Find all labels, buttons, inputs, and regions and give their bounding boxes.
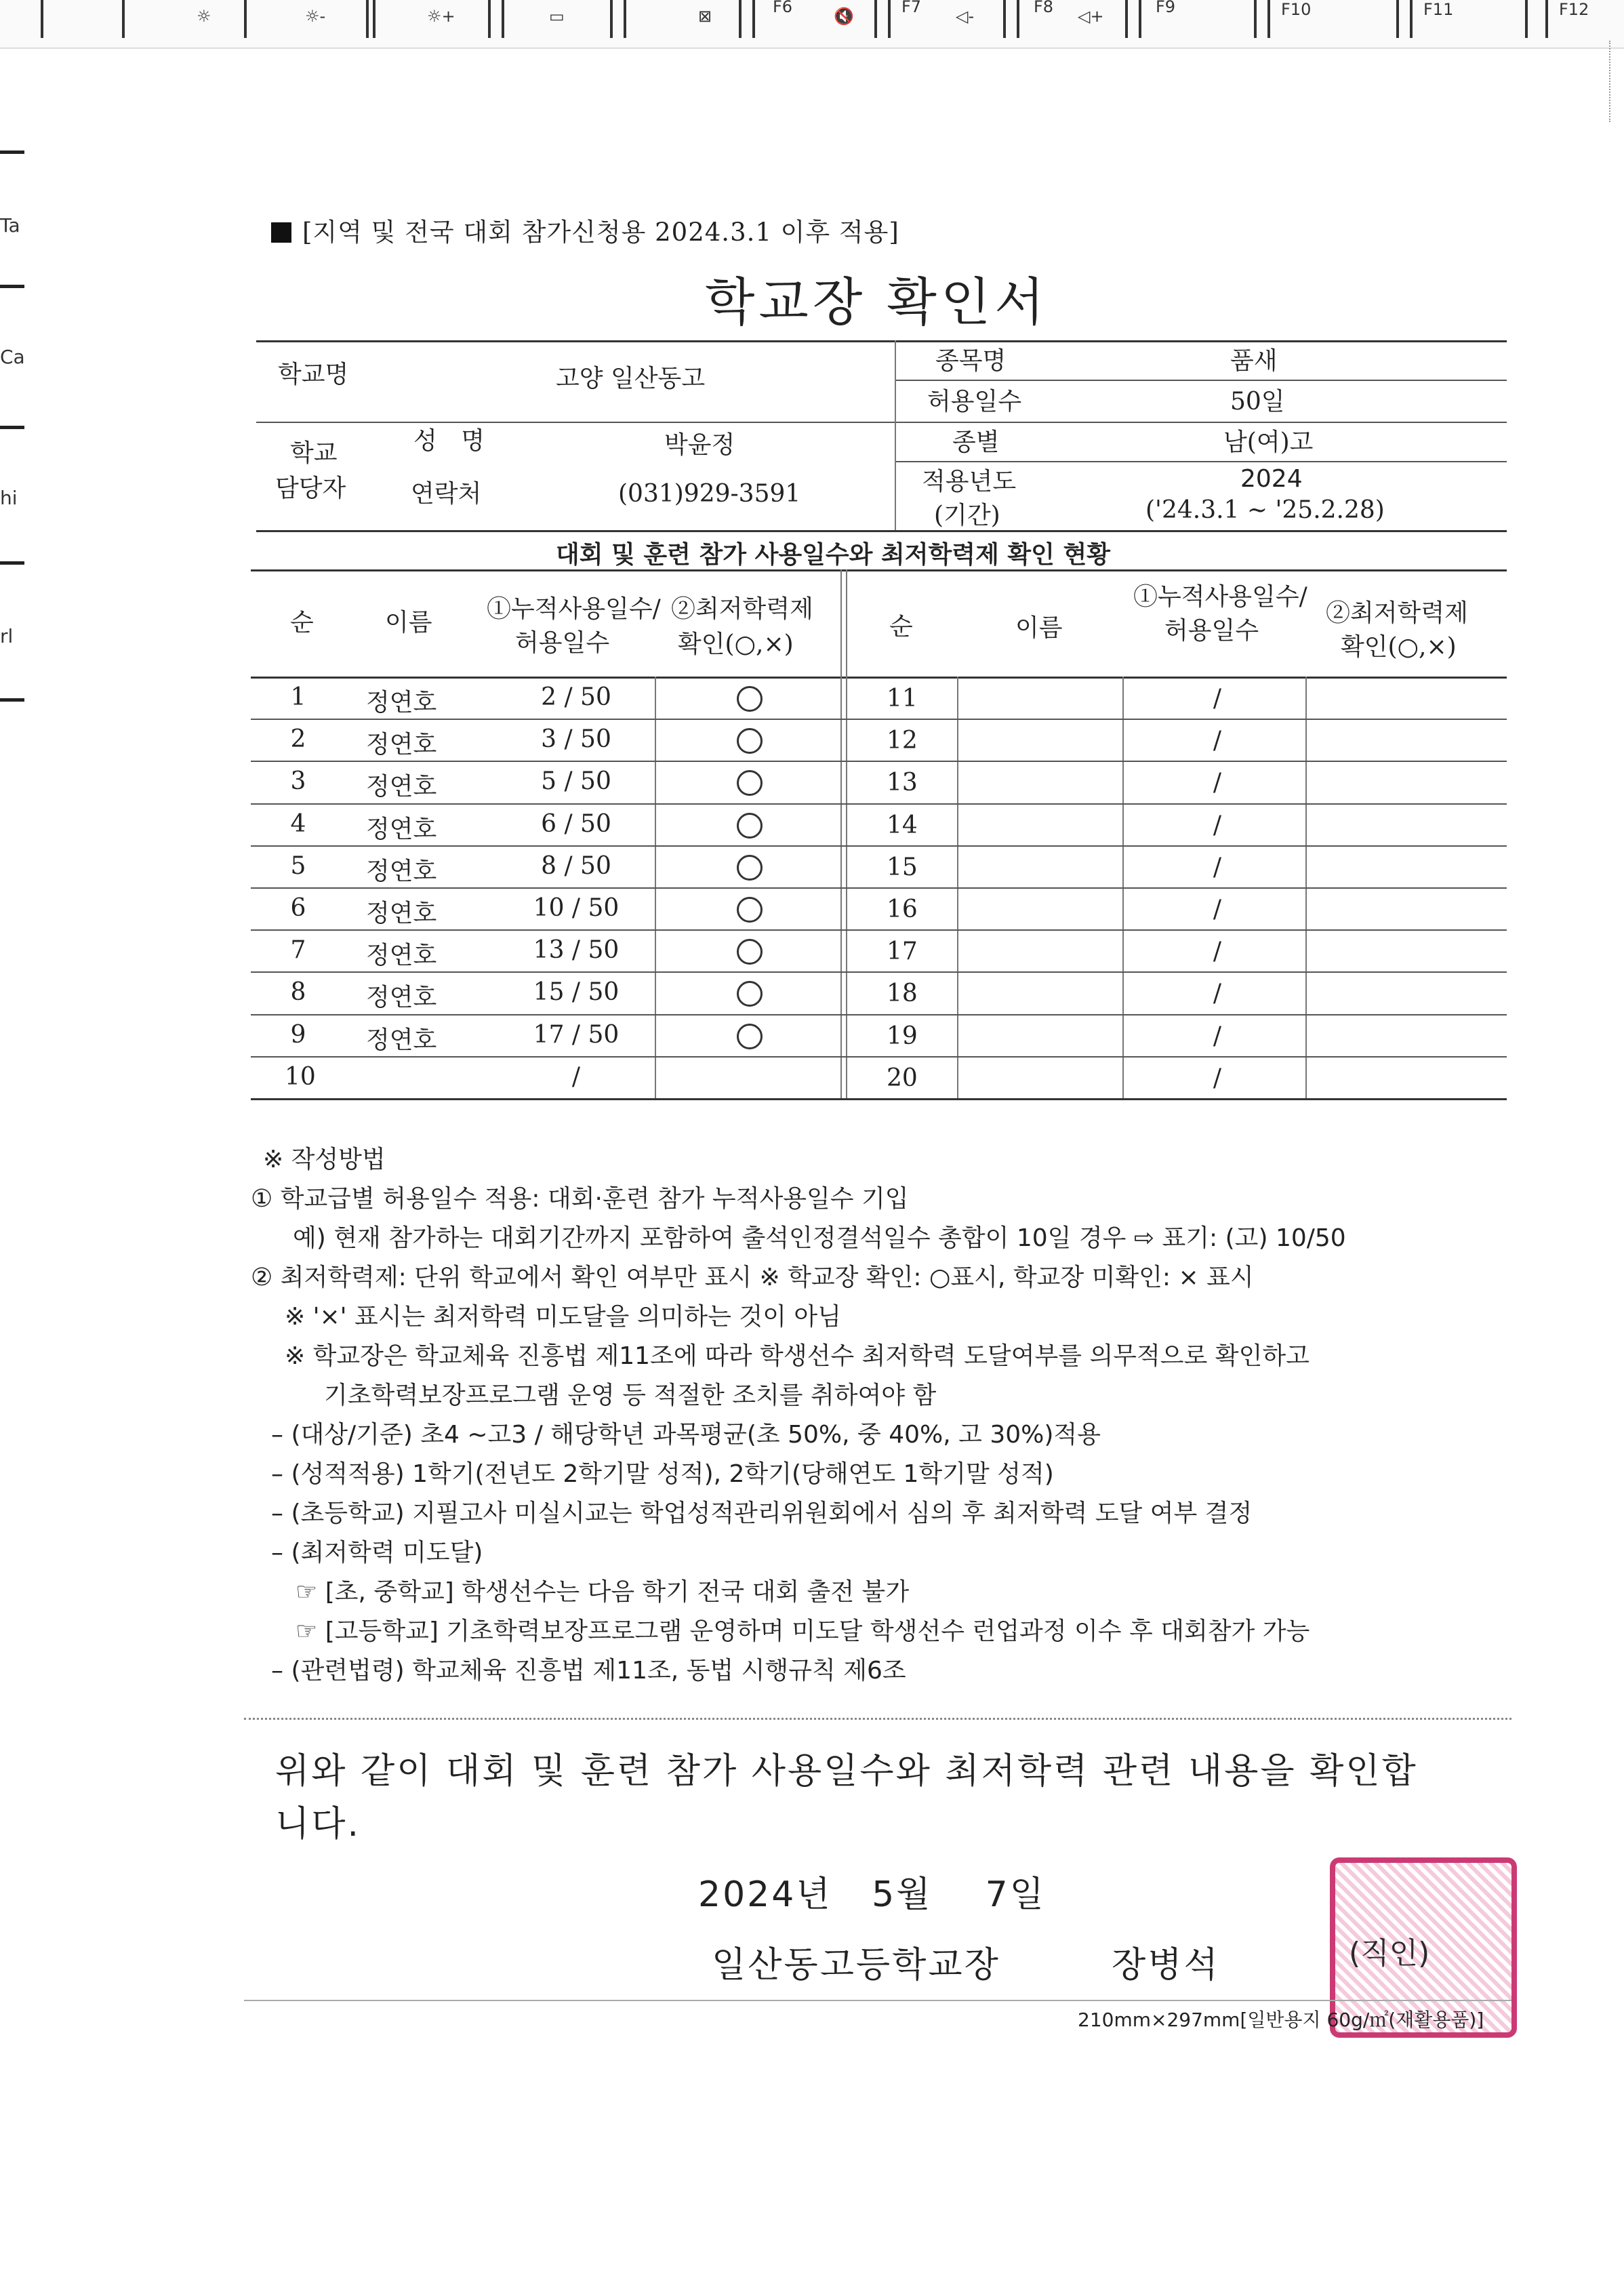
paper-spec: 210mm×297mm[일반용지 60g/㎡(재활용품)] bbox=[1078, 2009, 1484, 2031]
header-days-left-2: 허용일수 bbox=[515, 629, 610, 657]
row-days: 15 / 50 bbox=[533, 978, 620, 1007]
row-no: 13 bbox=[887, 769, 918, 797]
event-value: 품새 bbox=[1230, 347, 1278, 375]
row-name: 정연호 bbox=[366, 689, 437, 717]
instruction-line: – (관련법령) 학교체육 진흥법 제11조, 동법 시행규칙 제6조 bbox=[271, 1657, 906, 1685]
row-divider bbox=[251, 971, 1507, 973]
row-divider bbox=[251, 803, 1507, 805]
header-min-left-2: 확인(○,×) bbox=[678, 630, 794, 658]
row-no: 20 bbox=[887, 1064, 918, 1092]
row-days: 5 / 50 bbox=[541, 767, 611, 796]
check-circle-icon bbox=[737, 770, 763, 796]
edge-label: Ca bbox=[0, 346, 25, 368]
check-circle-icon bbox=[737, 1024, 763, 1049]
instruction-line: 예) 현재 참가하는 대회기간까지 포함하여 출석인정결석일수 총합이 10일 경우 ⇨ 표기: (고) 10/50 bbox=[293, 1224, 1346, 1252]
row-no: 6 bbox=[290, 894, 306, 922]
row-no: 7 bbox=[290, 936, 306, 965]
instruction-line: ※ 학교장은 학교체육 진흥법 제11조에 따라 학생선수 최저학력 도달여부를 의무적으로 확인하고 bbox=[285, 1342, 1310, 1370]
row-days: 13 / 50 bbox=[533, 936, 620, 965]
year-label: 적용년도 bbox=[922, 468, 1017, 496]
check-circle-icon bbox=[737, 897, 763, 923]
row-days: / bbox=[571, 1062, 581, 1091]
instruction-line: ※ '×' 표시는 최저학력 미도달을 의미하는 것이 아님 bbox=[285, 1303, 841, 1331]
row-name: 정연호 bbox=[366, 942, 437, 970]
instruction-line: ☞ [고등학교] 기초학력보장프로그램 운영하며 미도달 학생선수 런업과정 이수 후 대회참가 가능 bbox=[296, 1617, 1310, 1645]
edge-dash bbox=[0, 698, 24, 702]
principal-name: 장병석 bbox=[1112, 1945, 1220, 1986]
row-no: 10 bbox=[285, 1062, 316, 1091]
contact-value: (031)929-3591 bbox=[618, 480, 801, 508]
instruction-line: ☞ [초, 중학교] 학생선수는 다음 학기 전국 대회 출전 불가 bbox=[296, 1578, 910, 1606]
row-no: 9 bbox=[290, 1020, 306, 1049]
edge-label: Ta bbox=[0, 214, 20, 237]
row-no: 1 bbox=[290, 683, 306, 711]
row-no: 16 bbox=[887, 896, 918, 923]
row-days: / bbox=[1213, 811, 1222, 839]
header-name-left: 이름 bbox=[385, 609, 432, 637]
form-category-text: [지역 및 전국 대회 참가신청용 2024.3.1 이후 적용] bbox=[302, 218, 899, 247]
instruction-line: – (최저학력 미도달) bbox=[271, 1539, 483, 1567]
row-days: 6 / 50 bbox=[541, 809, 611, 838]
header-min-right-1: ②최저학력제 bbox=[1326, 599, 1468, 627]
row-no: 2 bbox=[290, 725, 306, 754]
school-label: 학교명 bbox=[278, 361, 349, 388]
header-name-right: 이름 bbox=[1015, 614, 1063, 642]
document-title: 학교장 확인서 bbox=[705, 272, 1049, 332]
instruction-line: – (성적적용) 1학기(전년도 2학기말 성적), 2학기(당해연도 1학기말 성적) bbox=[271, 1460, 1054, 1488]
manager-label-2: 담당자 bbox=[275, 475, 346, 502]
row-days: 17 / 50 bbox=[533, 1020, 620, 1049]
row-no: 17 bbox=[887, 938, 918, 966]
check-circle-icon bbox=[737, 981, 763, 1007]
row-no: 12 bbox=[887, 727, 918, 755]
row-days: 10 / 50 bbox=[533, 894, 620, 922]
keyboard-strip: ☼ ☼- ☼+ ▭ ⊠ F6 🔇 F7 ◁- F8 ◁+ F9 F10 F11 F12 bbox=[0, 0, 1624, 49]
row-days: 8 / 50 bbox=[541, 851, 611, 880]
row-name: 정연호 bbox=[366, 900, 437, 927]
manager-label-1: 학교 bbox=[290, 439, 338, 467]
check-circle-icon bbox=[737, 728, 763, 754]
check-circle-icon bbox=[737, 813, 763, 839]
instruction-line: – (대상/기준) 초4 ~고3 / 해당학년 과목평균(초 50%, 중 40%, 고 30%)적용 bbox=[271, 1421, 1101, 1449]
row-days: / bbox=[1213, 1064, 1222, 1092]
divider bbox=[244, 1718, 1511, 1720]
row-no: 18 bbox=[887, 980, 918, 1008]
allowed-days-value: 50일 bbox=[1230, 388, 1285, 416]
year-period: ('24.3.1 ~ '25.2.28) bbox=[1145, 496, 1385, 524]
header-days-right-1: ①누적사용일수/ bbox=[1133, 583, 1307, 611]
instruction-line: – (초등학교) 지필고사 미실시교는 학업성적관리위원회에서 심의 후 최저학력 도달 여부 결정 bbox=[271, 1500, 1253, 1527]
instruction-line: ※ 작성방법 bbox=[263, 1146, 386, 1173]
row-name: 정연호 bbox=[366, 984, 437, 1012]
row-divider bbox=[251, 719, 1507, 720]
row-name: 정연호 bbox=[366, 731, 437, 759]
event-label: 종목명 bbox=[935, 347, 1007, 375]
edge-dash bbox=[0, 561, 24, 565]
check-circle-icon bbox=[737, 855, 763, 881]
row-name: 정연호 bbox=[366, 857, 437, 885]
row-divider bbox=[251, 845, 1507, 847]
edge-dash bbox=[0, 285, 24, 288]
row-days: / bbox=[1213, 938, 1222, 966]
row-no: 5 bbox=[290, 851, 306, 880]
gender-value: 남(여)고 bbox=[1223, 428, 1314, 456]
contact-label: 연락처 bbox=[411, 480, 482, 508]
row-no: 14 bbox=[887, 811, 918, 839]
check-circle-icon bbox=[737, 939, 763, 965]
header-no-right: 순 bbox=[889, 613, 913, 641]
row-days: / bbox=[1213, 685, 1222, 712]
allowed-days-label: 허용일수 bbox=[927, 388, 1022, 416]
instruction-line: 기초학력보장프로그램 운영 등 적절한 조치를 취하여야 함 bbox=[324, 1382, 937, 1409]
edge-label: hi bbox=[0, 487, 18, 509]
edge-dash bbox=[0, 426, 24, 429]
row-divider bbox=[251, 761, 1507, 762]
row-divider bbox=[251, 887, 1507, 889]
row-days: / bbox=[1213, 1022, 1222, 1050]
row-no: 19 bbox=[887, 1022, 918, 1050]
square-bullet-icon bbox=[271, 222, 291, 243]
row-divider bbox=[251, 1056, 1507, 1058]
row-days: / bbox=[1213, 980, 1222, 1008]
instruction-line: ② 최저학력제: 단위 학교에서 확인 여부만 표시 ※ 학교장 확인: ○표시, 학교장 미확인: × 표시 bbox=[251, 1264, 1254, 1291]
school-value: 고양 일산동고 bbox=[556, 365, 706, 393]
year-value: 2024 bbox=[1240, 465, 1303, 493]
header-days-right-2: 허용일수 bbox=[1164, 617, 1259, 645]
row-days: / bbox=[1213, 853, 1222, 881]
row-days: / bbox=[1213, 727, 1222, 755]
confirmation-date: 2024년 5월 7일 bbox=[698, 1874, 1046, 1915]
row-no: 15 bbox=[887, 853, 918, 881]
status-subtitle: 대회 및 훈련 참가 사용일수와 최저학력제 확인 현황 bbox=[556, 541, 1111, 569]
row-no: 11 bbox=[887, 685, 918, 712]
row-no: 4 bbox=[290, 809, 306, 838]
edge-label: rl bbox=[0, 625, 14, 647]
year-label-period: (기간) bbox=[934, 502, 1000, 529]
header-min-right-2: 확인(○,×) bbox=[1341, 633, 1457, 661]
gender-label: 종별 bbox=[952, 428, 1000, 456]
confirmation-line-2: 니다. bbox=[275, 1804, 361, 1845]
manager-name-value: 박윤정 bbox=[664, 431, 735, 459]
edge-marks bbox=[1609, 41, 1624, 122]
row-days: 2 / 50 bbox=[541, 683, 611, 711]
bottom-divider bbox=[244, 2000, 1511, 2001]
row-no: 8 bbox=[290, 978, 306, 1007]
row-days: / bbox=[1213, 769, 1222, 797]
instruction-line: ① 학교급별 허용일수 적용: 대회·훈련 참가 누적사용일수 기입 bbox=[251, 1185, 909, 1213]
seal-label: (직인) bbox=[1349, 1936, 1430, 1971]
name-label: 성 명 bbox=[413, 427, 493, 455]
header-no-left: 순 bbox=[290, 609, 314, 637]
row-divider bbox=[251, 1014, 1507, 1015]
row-name: 정연호 bbox=[366, 773, 437, 801]
principal-org: 일산동고등학교장 bbox=[712, 1945, 1000, 1986]
row-no: 3 bbox=[290, 767, 306, 796]
confirmation-line-1: 위와 같이 대회 및 훈련 참가 사용일수와 최저학력 관련 내용을 확인합 bbox=[275, 1751, 1418, 1792]
form-category-line bbox=[271, 212, 899, 248]
row-name: 정연호 bbox=[366, 815, 437, 843]
row-name: 정연호 bbox=[366, 1026, 437, 1054]
row-days: / bbox=[1213, 896, 1222, 923]
row-days: 3 / 50 bbox=[541, 725, 611, 754]
header-days-left-1: ①누적사용일수/ bbox=[487, 595, 661, 623]
edge-dash bbox=[0, 150, 24, 154]
check-circle-icon bbox=[737, 686, 763, 712]
header-min-left-1: ②최저학력제 bbox=[671, 595, 813, 623]
row-divider bbox=[251, 929, 1507, 931]
